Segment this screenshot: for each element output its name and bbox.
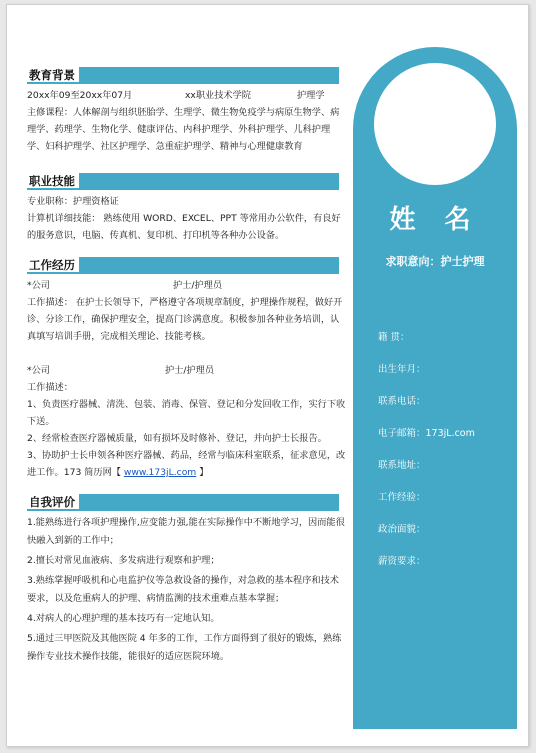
self-point-3: 3.熟练掌握呼吸机和心电监护仪等急救设备的操作，对急救的基本程序和技术要求，以及危重病人的护理、病情监测的技术重难点基本掌握；: [27, 575, 339, 604]
skills-computer: 计算机详细技能： 熟练使用 WORD、EXCEL、PPT 等常用办公软件，有良好的服务意识，电脑、传真机、复印机、打印机等各种办公设备。: [27, 213, 341, 241]
self-point-5: 5.通过三甲医院及其他医院 4 年多的工作，工作方面得到了很好的锻炼，熟练操作专业技术操作技能，能很好的适应医院环境。: [27, 633, 342, 662]
education-courses: 主修课程：人体解剖与组织胚胎学、生理学、微生物免疫学与病原生物学、病理学、药理学、生物化学、健康评估、内科护理学、外科护理学、儿科护理学、妇科护理学、社区护理学、急重症护理学、精神与心理健康教育: [27, 107, 340, 152]
website-link[interactable]: www.173jL.com: [123, 467, 197, 478]
left-column: [27, 67, 347, 666]
education-major: 护理学: [297, 90, 325, 101]
job1-company: *公司: [27, 280, 50, 291]
skills-certificate: 专业职称：护理资格证: [27, 196, 119, 207]
education-row: [27, 87, 347, 104]
education-period: 20xx年09至20xx年07月: [27, 90, 133, 101]
self-point-1: 1.能熟练进行各项护理操作,应变能力强,能在实际操作中不断地学习，因而能很快融入到新的工作中；: [27, 517, 345, 546]
education-school: xx职业技术学院: [185, 90, 251, 101]
applicant-name: 姓 名: [389, 205, 481, 235]
job-intent: 求职意向：护士护理: [385, 255, 485, 268]
job2-role: 护士/护理员: [165, 365, 215, 376]
work-title: 工作经历: [27, 257, 79, 274]
job1-header: [27, 277, 347, 294]
job2-header: [27, 362, 347, 379]
profile-panel: [353, 47, 517, 729]
work-section-title: [27, 257, 347, 274]
self-point-2: 2.擅长对常见血液病、多发病进行观察和护理；: [27, 555, 220, 566]
avatar: [374, 63, 496, 185]
info-phone: 联系电话：: [378, 396, 426, 407]
info-salary: 薪资要求：: [378, 556, 426, 567]
info-address: 联系地址：: [378, 460, 426, 471]
info-birth: 出生年月：: [378, 364, 426, 375]
education-title: 教育背景: [27, 67, 79, 84]
info-politics: 政治面貌：: [378, 524, 426, 535]
job1-role: 护士/护理员: [173, 280, 223, 291]
self-title: 自我评价: [27, 494, 79, 511]
job2-company: *公司: [27, 365, 50, 376]
info-experience: 工作经验：: [378, 492, 426, 503]
job2-item-3-end: 】: [199, 467, 209, 478]
job1-description: 工作描述： 在护士长领导下，严格遵守各项规章制度，护理操作规程，做好开诊、分诊工作，确保护理安全，提高门诊满意度。积极参加各种业务培训，认真填写培训手册，完成相关理论、技能考核。: [27, 297, 343, 342]
job2-description-label: 工作描述：: [27, 382, 73, 393]
info-email: 电子邮箱：173jL.com: [378, 428, 475, 439]
job2-item-1: 1、负责医疗器械、清洗、包装、消毒、保管、登记和分发回收工作，实行下收下送。: [27, 399, 346, 427]
job2-item-3-text: 3、协助护士长申领各种医疗器械、药品，经常与临床科室联系，征求意见，改进工作。173 简历网【: [27, 450, 346, 478]
self-section-title: [27, 494, 347, 511]
education-section-title: [27, 67, 347, 84]
info-hometown: 籍 贯：: [378, 332, 410, 343]
skills-section-title: [27, 173, 347, 190]
job2-item-3: [27, 447, 347, 481]
job2-item-2: 2、经常检查医疗器械质量，如有损坏及时修补、登记，并向护士长报告。: [27, 433, 327, 444]
skills-title: 职业技能: [27, 173, 79, 190]
resume-page: [6, 4, 529, 747]
self-point-4: 4.对病人的心理护理的基本技巧有一定地认知。: [27, 613, 220, 624]
